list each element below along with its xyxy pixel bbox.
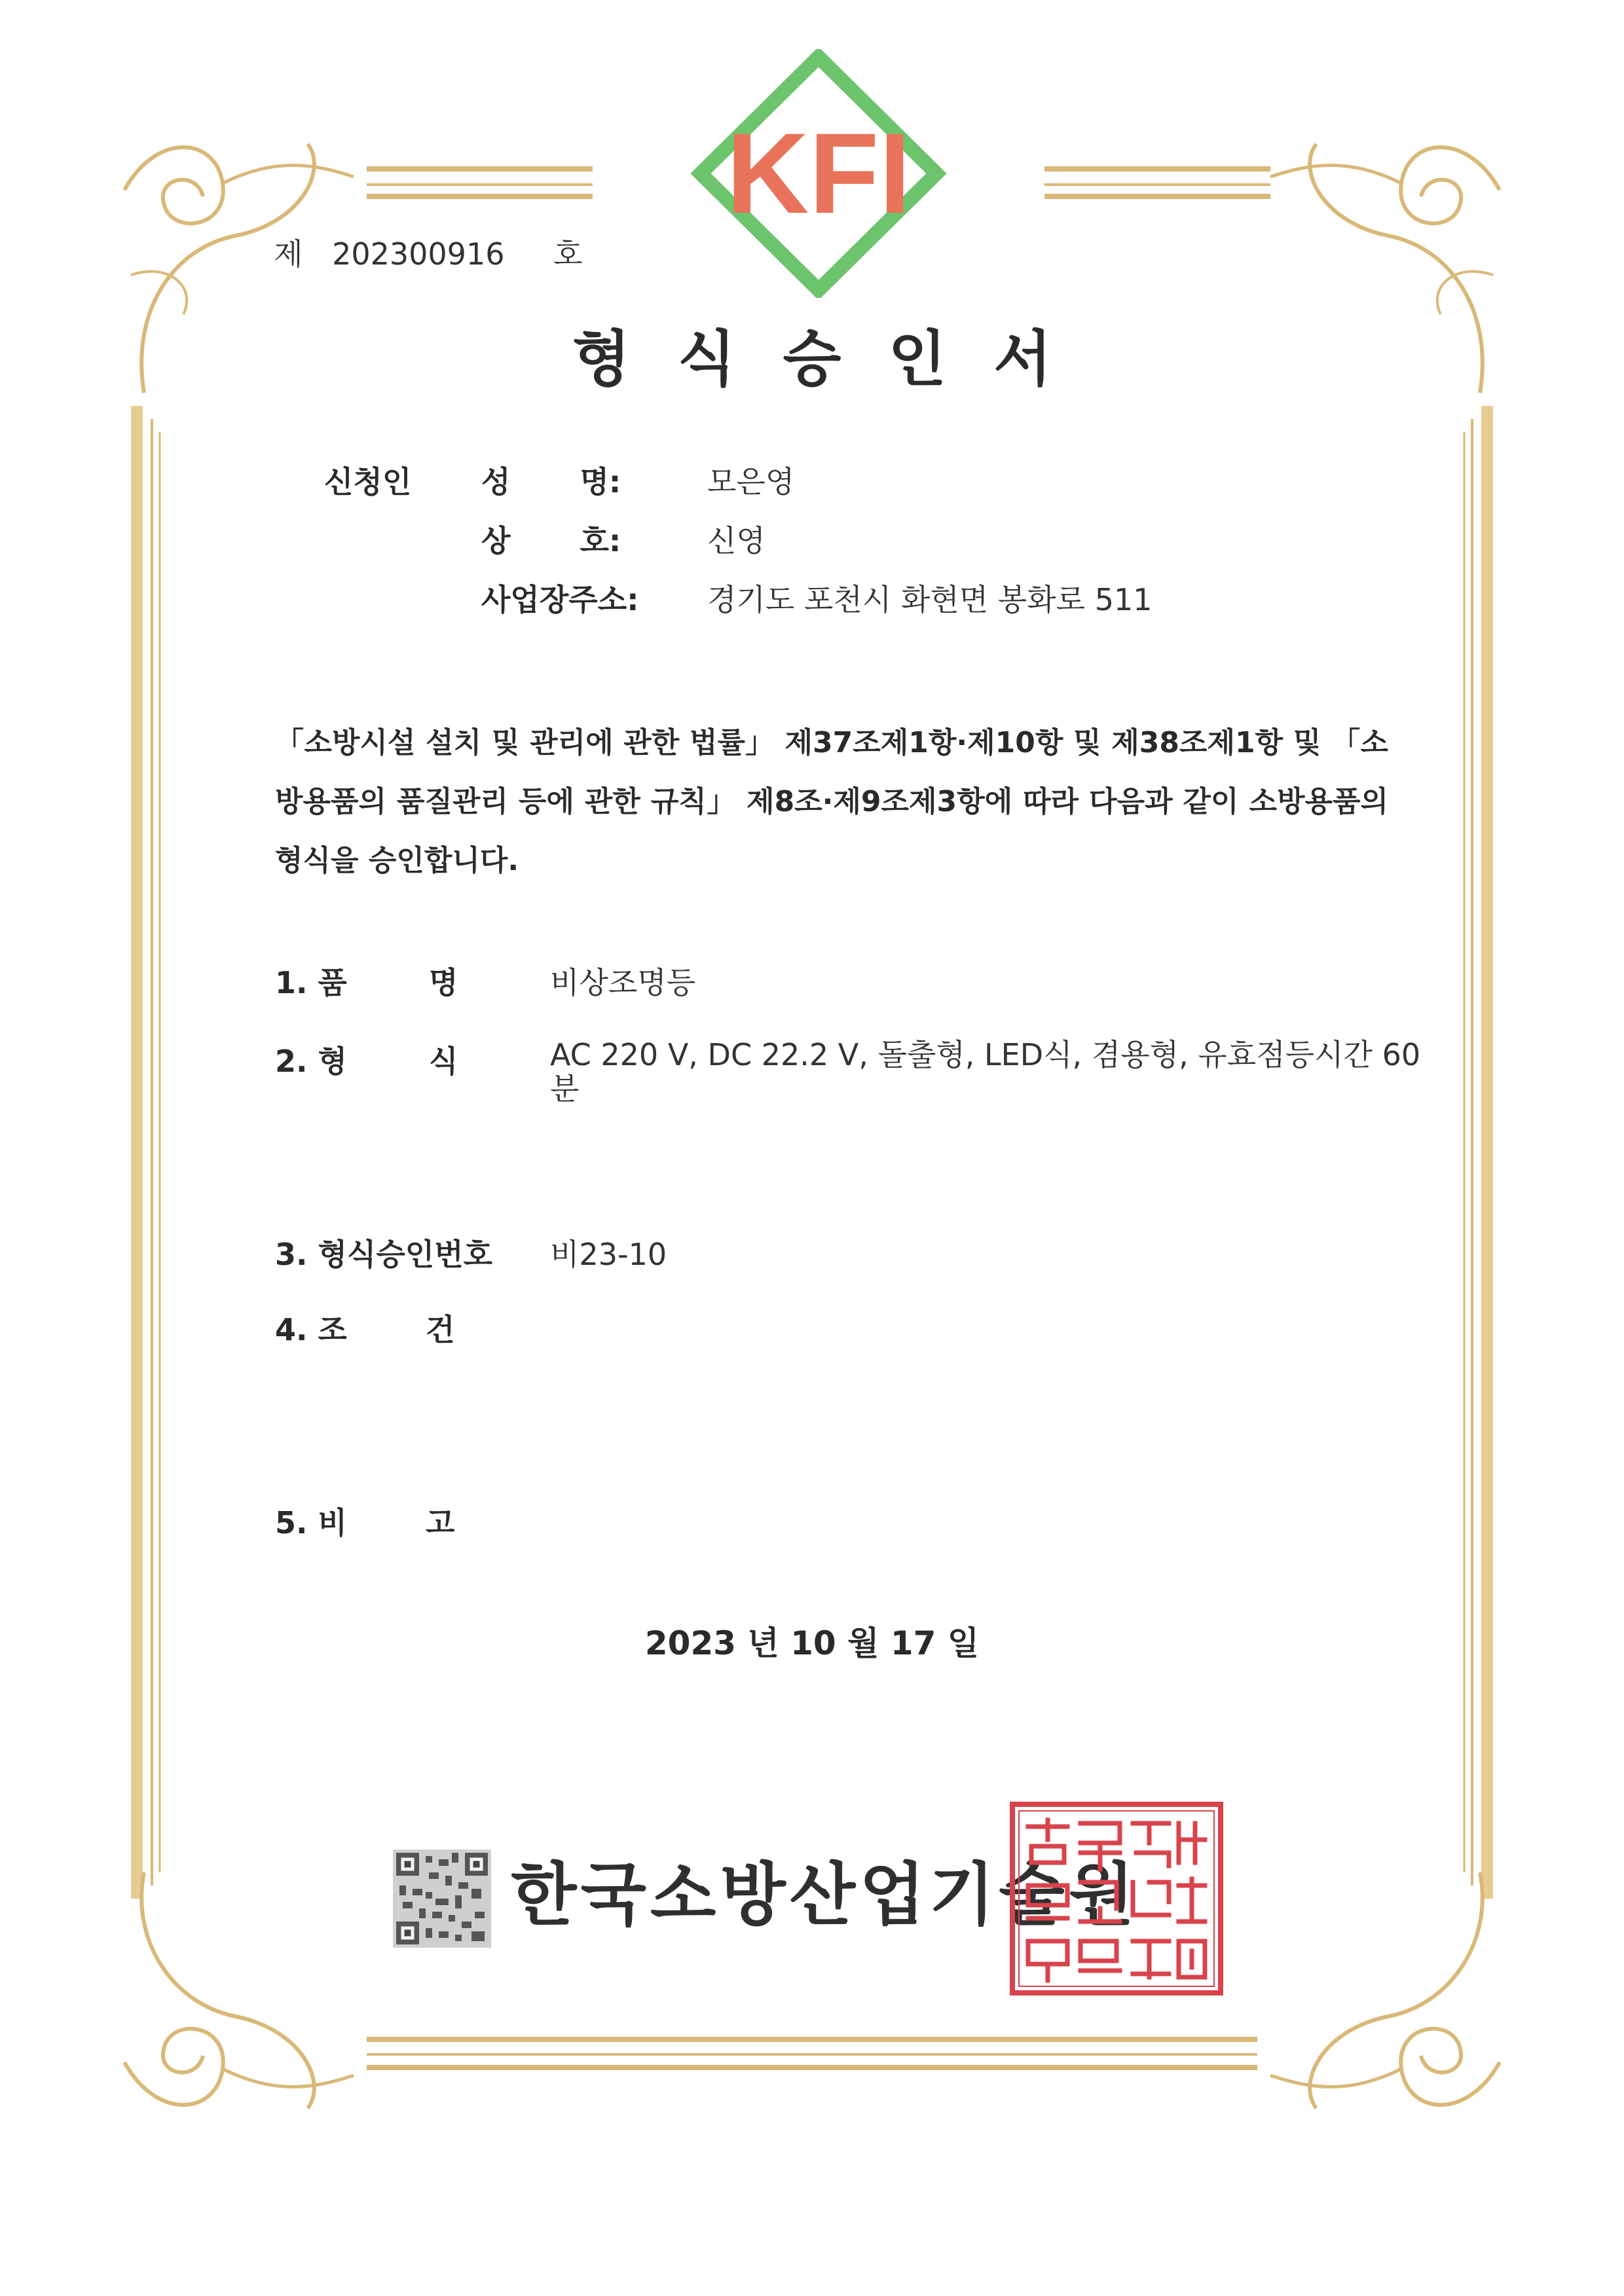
approval-statement: 「소방시설 설치 및 관리에 관한 법률」 제37조제1항·제10항 및 제38조제1항 및 「소방용품의 품질관리 등에 관한 규칙」 제8조·제9조제3항에 따라 다음과 같이 소방용품의 형식을 승인합니다. bbox=[275, 726, 1388, 877]
business-address: 경기도 포천시 화현면 봉화로 511 bbox=[707, 582, 1153, 617]
address-label: 사업장주소: bbox=[481, 582, 639, 617]
item-4-label: 4. 조 bbox=[275, 1312, 347, 1347]
item-4-label-tail: 건 bbox=[426, 1312, 455, 1347]
cert-number-suffix: 호 bbox=[553, 236, 583, 272]
item-5-label: 5. 비 bbox=[275, 1505, 347, 1540]
product-name: 비상조명등 bbox=[550, 965, 696, 1000]
cert-number bbox=[274, 230, 583, 274]
item-1-label: 1. 품 bbox=[275, 965, 347, 1000]
type-approval-number: 비23-10 bbox=[550, 1237, 667, 1272]
applicant-section-label: 신청인 bbox=[324, 464, 412, 500]
item-5-label-tail: 고 bbox=[426, 1505, 455, 1540]
applicant-name: 모은영 bbox=[707, 464, 795, 500]
company-label: 상 호: bbox=[481, 523, 621, 558]
cert-number-value: 202300916 bbox=[332, 236, 505, 272]
item-3-label: 3. 형식승인번호 bbox=[275, 1237, 493, 1272]
logo-text: KFI bbox=[726, 110, 911, 238]
document-title: 형식승인서 bbox=[572, 324, 1099, 394]
item-1-label-tail: 명 bbox=[429, 965, 458, 1000]
issue-date: 2023 년 10 월 17 일 bbox=[644, 1624, 980, 1662]
issuer-name: 한국소방산업기술원 bbox=[511, 1855, 1139, 1935]
kfi-logo bbox=[648, 49, 989, 298]
qr-code bbox=[393, 1850, 491, 1948]
cert-number-prefix: 제 bbox=[274, 236, 303, 272]
official-seal bbox=[1008, 1800, 1225, 1997]
company-name: 신영 bbox=[707, 523, 766, 558]
item-2-label-tail: 식 bbox=[429, 1044, 458, 1079]
product-type: AC 220 V, DC 22.2 V, 돌출형, LED식, 겸용형, 유효점등시간 60분 bbox=[550, 1037, 1421, 1106]
item-2-label: 2. 형 bbox=[275, 1044, 347, 1079]
name-label: 성 명: bbox=[481, 464, 621, 500]
